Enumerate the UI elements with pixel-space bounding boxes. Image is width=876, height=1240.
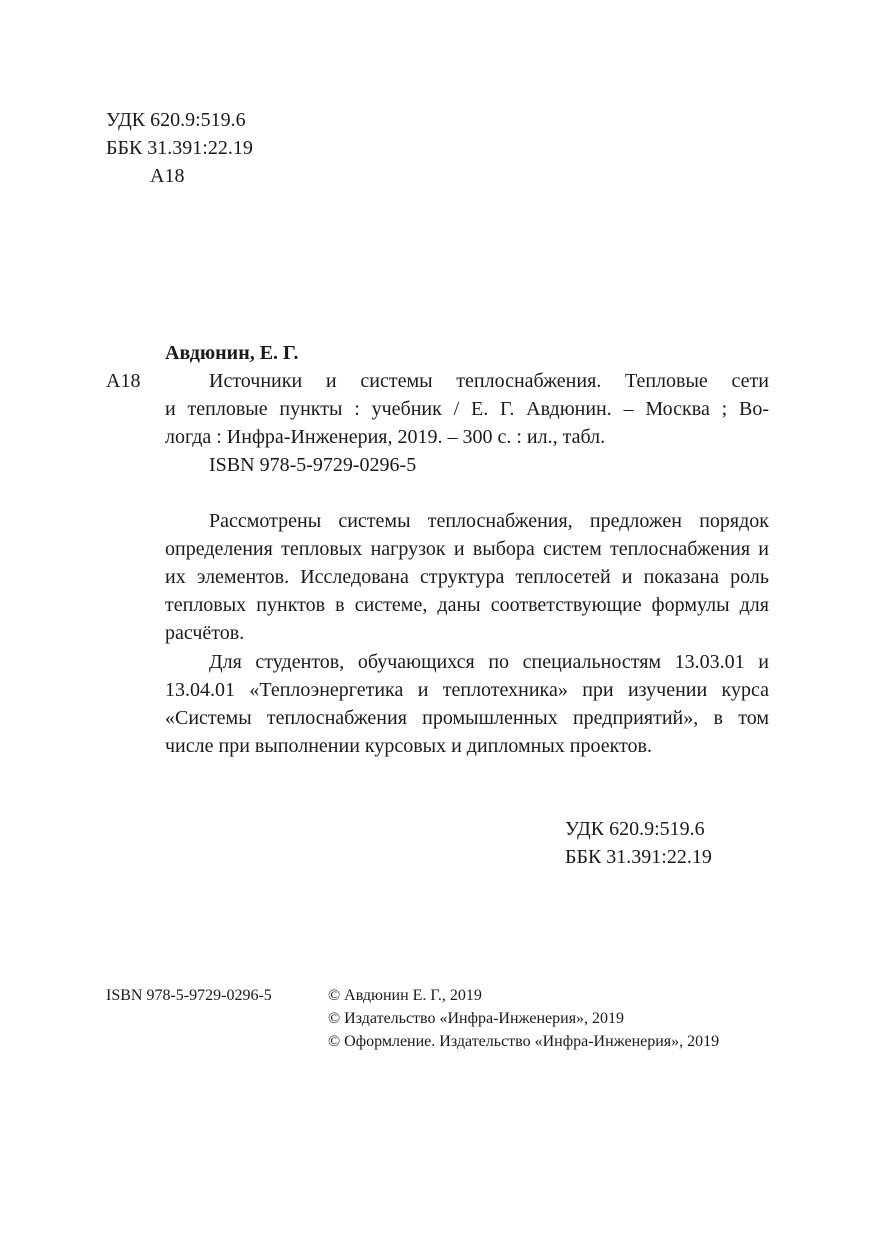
record-isbn: ISBN 978-5-9729-0296-5 <box>209 454 417 476</box>
author-mark-record: А18 <box>106 370 141 392</box>
record-title-line-2: и тепловые пункты : учебник / Е. Г. Авдюнин. – Москва ; Во- <box>165 398 769 420</box>
copyright-author: © Авдюнин Е. Г., 2019 <box>328 987 482 1004</box>
footer-isbn: ISBN 978-5-9729-0296-5 <box>106 987 272 1004</box>
author-mark-top: А18 <box>150 165 185 187</box>
udk-code-top: УДК 620.9:519.6 <box>106 109 246 131</box>
copyright-publisher: © Издательство «Инфра-Инженерия», 2019 <box>328 1010 625 1027</box>
author-name: Авдюнин, Е. Г. <box>165 342 299 364</box>
record-title-line-1: Источники и системы теплоснабжения. Тепловые сети <box>209 370 769 392</box>
bbk-code-top: ББК 31.391:22.19 <box>106 137 253 159</box>
record-title-line-3: логда : Инфра-Инженерия, 2019. – 300 с. : ил., табл. <box>165 426 606 448</box>
copyright-design: © Оформление. Издательство «Инфра-Инженерия», 2019 <box>328 1033 720 1050</box>
bbk-code-bottom: ББК 31.391:22.19 <box>565 846 712 868</box>
annotation-paragraph-2: Для студентов, обучающихся по специальностям 13.03.01 и 13.04.01 «Теплоэнергетика и теплотехника» при изучении курса «Системы теплоснабжения промышленных предприятий», в том числе при выполнении курсовых и дипломных проектов. <box>165 651 769 757</box>
udk-code-bottom: УДК 620.9:519.6 <box>565 818 705 840</box>
annotation-paragraph-1: Рассмотрены системы теплоснабжения, предложен порядок определения тепловых нагрузок и выбора систем теплоснабжения и их элементов. Исследована структура теплосетей и показана роль тепловых пунктов в системе, даны соответствующие формулы для расчётов. <box>165 510 769 644</box>
